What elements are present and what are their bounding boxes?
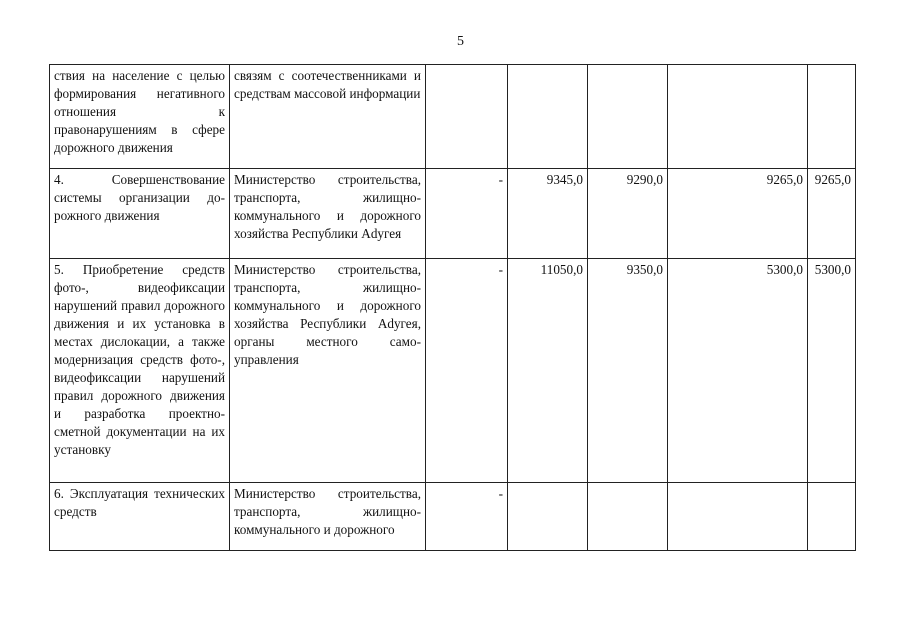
executor-cell	[230, 169, 426, 259]
value-cell: 9345,0	[508, 169, 588, 259]
measure-description-text: 6. Эксплуатация технических средств	[54, 486, 225, 519]
value-cell	[808, 65, 856, 169]
measure-description	[50, 169, 230, 259]
executor-text: связям с соотечественниками и средствам массовой информации	[234, 68, 421, 101]
measure-description	[50, 259, 230, 483]
page-number: 5	[457, 34, 464, 49]
executor-cell	[230, 259, 426, 483]
dash-cell: -	[426, 483, 508, 551]
program-table	[49, 64, 856, 551]
executor-text: Министерство строительства, транспорта, жилищно-коммунального и дорожного хозяйства Республики Adyгея	[234, 172, 421, 241]
measure-description	[50, 65, 230, 169]
measure-description	[50, 483, 230, 551]
value-cell	[588, 65, 668, 169]
executor-cell	[230, 65, 426, 169]
value-cell	[668, 483, 808, 551]
value-cell	[508, 65, 588, 169]
value-cell: 9290,0	[588, 169, 668, 259]
dash-cell: -	[426, 169, 508, 259]
value-cell: 9265,0	[668, 169, 808, 259]
value-cell	[668, 65, 808, 169]
value-cell: 5300,0	[668, 259, 808, 483]
executor-cell	[230, 483, 426, 551]
value-cell	[588, 483, 668, 551]
measure-description-text: ствия на население с целью формирования негативного отношения к правонарушениям в сфере дорожного движения	[54, 68, 225, 155]
measure-description-text: 4. Совершенствование системы организации дорожного движения	[54, 172, 225, 223]
value-cell	[808, 483, 856, 551]
table-row	[50, 65, 856, 169]
table-row	[50, 169, 856, 259]
value-cell: 9350,0	[588, 259, 668, 483]
table-row	[50, 259, 856, 483]
value-cell: 9265,0	[808, 169, 856, 259]
table-row	[50, 483, 856, 551]
executor-text: Министерство строительства, транспорта, жилищно-коммунального и дорожного хозяйства Республики Adyгея, органы местного самоуправления	[234, 262, 421, 367]
value-cell	[508, 483, 588, 551]
measure-description-text: 5. Приобретение средств фото-, видеофиксации нарушений правил дорожного движения и их установка в местах дислокации, а также модернизация средств фото-, видеофиксации нарушений правил дорожного движения и разработка проектно-сметной документации на их установку	[54, 262, 225, 457]
executor-text: Министерство строительства, транспорта, жилищно-коммунального и дорожного	[234, 486, 421, 537]
dash-cell	[426, 65, 508, 169]
dash-cell: -	[426, 259, 508, 483]
value-cell: 11050,0	[508, 259, 588, 483]
value-cell: 5300,0	[808, 259, 856, 483]
